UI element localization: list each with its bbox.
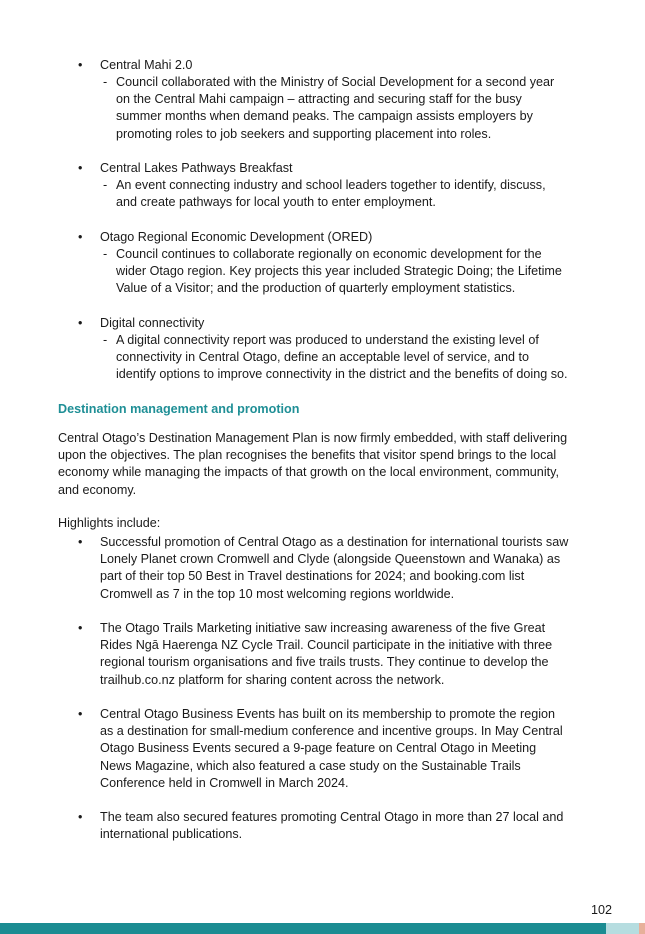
text-line: on the Central Mahi campaign – attracting and securing staff for the busy xyxy=(116,92,522,107)
list-item-description xyxy=(116,332,586,384)
list-item-description xyxy=(116,246,586,298)
bullet-icon: • xyxy=(78,621,83,635)
text-line: Cromwell as 7 in the top 10 most welcoming regions worldwide. xyxy=(100,586,455,601)
highlights-label: Highlights include: xyxy=(58,516,161,530)
list-item-title: Central Lakes Pathways Breakfast xyxy=(100,161,293,175)
text-line: Otago Business Events secured a 9-page feature on Central Otago in Meeting xyxy=(100,741,537,756)
dash-icon: - xyxy=(103,247,108,261)
text-line: The team also secured features promoting Central Otago in more than 27 local and xyxy=(100,810,564,824)
bullet-icon: • xyxy=(78,58,83,72)
bullet-icon: • xyxy=(78,707,83,721)
text-line: Value of a Visitor; and the production of quarterly employment statistics. xyxy=(116,281,516,296)
bullet-icon: • xyxy=(78,230,83,244)
section-heading: Destination management and promotion xyxy=(58,402,300,416)
text-line: promoting roles to job seekers and supporting placement into roles. xyxy=(116,126,492,141)
bullet-icon: • xyxy=(78,810,83,824)
text-line: international publications. xyxy=(100,827,243,842)
list-item-text xyxy=(100,706,590,792)
text-line: trailhub.co.nz platform for sharing content across the network. xyxy=(100,672,445,687)
text-line: Central Otago Business Events has built on its membership to promote the region xyxy=(100,707,556,721)
text-line: Rides Ngā Haerenga NZ Cycle Trail. Council participate in the initiative with three xyxy=(100,638,553,653)
list-item-text xyxy=(100,620,590,689)
footer-bar-accent xyxy=(639,923,645,934)
list-item-title: Central Mahi 2.0 xyxy=(100,58,193,72)
text-line: The Otago Trails Marketing initiative saw increasing awareness of the five Great xyxy=(100,621,546,635)
text-line: A digital connectivity report was produced to understand the existing level of xyxy=(116,333,539,347)
dash-icon: - xyxy=(103,178,108,192)
text-line: Council collaborated with the Ministry of Social Development for a second year xyxy=(116,75,555,89)
text-line: summer months when demand peaks. The campaign assists employers by xyxy=(116,109,533,124)
text-line: as a destination for small-medium conference and incentive groups. In May Central xyxy=(100,724,563,739)
dash-icon: - xyxy=(103,75,108,89)
list-item-text xyxy=(100,534,590,603)
text-line: upon the objectives. The plan recognises the benefits that visitor spend brings to the local xyxy=(58,448,557,463)
text-line: connectivity in Central Otago, define an acceptable level of service, and to xyxy=(116,350,530,365)
text-line: Central Otago’s Destination Management Plan is now firmly embedded, with staff delivering xyxy=(58,431,568,445)
text-line: Successful promotion of Central Otago as a destination for international tourists saw xyxy=(100,535,569,549)
list-item-description xyxy=(116,177,586,211)
footer-bar xyxy=(0,923,645,934)
bullet-icon: • xyxy=(78,316,83,330)
list-item-title: Otago Regional Economic Development (ORED) xyxy=(100,230,373,244)
list-item-title: Digital connectivity xyxy=(100,316,205,330)
text-line: economy while managing the impacts of that growth on the local environment, community, xyxy=(58,465,559,480)
page-number: 102 xyxy=(591,903,613,917)
text-line: and economy. xyxy=(58,482,137,497)
bullet-icon: • xyxy=(78,535,83,549)
text-line: identify options to improve connectivity in the district and the benefits of doing so. xyxy=(116,367,568,382)
text-line: wider Otago region. Key projects this year included Strategic Doing; the Lifetime xyxy=(116,264,562,279)
footer-bar-main xyxy=(0,923,606,934)
dash-icon: - xyxy=(103,333,108,347)
text-line: News Magazine, which also featured a case study on the Sustainable Trails xyxy=(100,758,521,773)
text-line: and create pathways for local youth to enter employment. xyxy=(116,195,436,210)
bullet-icon: • xyxy=(78,161,83,175)
text-line: Lonely Planet crown Cromwell and Clyde (alongside Queenstown and Wanaka) as xyxy=(100,552,561,567)
footer-bar-light xyxy=(606,923,639,934)
text-line: Council continues to collaborate regionally on economic development for the xyxy=(116,247,542,261)
text-line: part of their top 50 Best in Travel destinations for 2024; and booking.com list xyxy=(100,569,525,584)
text-line: An event connecting industry and school leaders together to identify, discuss, xyxy=(116,178,546,192)
list-item-description xyxy=(116,74,586,143)
text-line: regional tourism organisations and five trails trusts. They continue to develop the xyxy=(100,655,549,670)
text-line: Conference held in Cromwell in March 2024. xyxy=(100,775,349,790)
intro-paragraph xyxy=(58,430,598,499)
list-item-text xyxy=(100,809,590,843)
